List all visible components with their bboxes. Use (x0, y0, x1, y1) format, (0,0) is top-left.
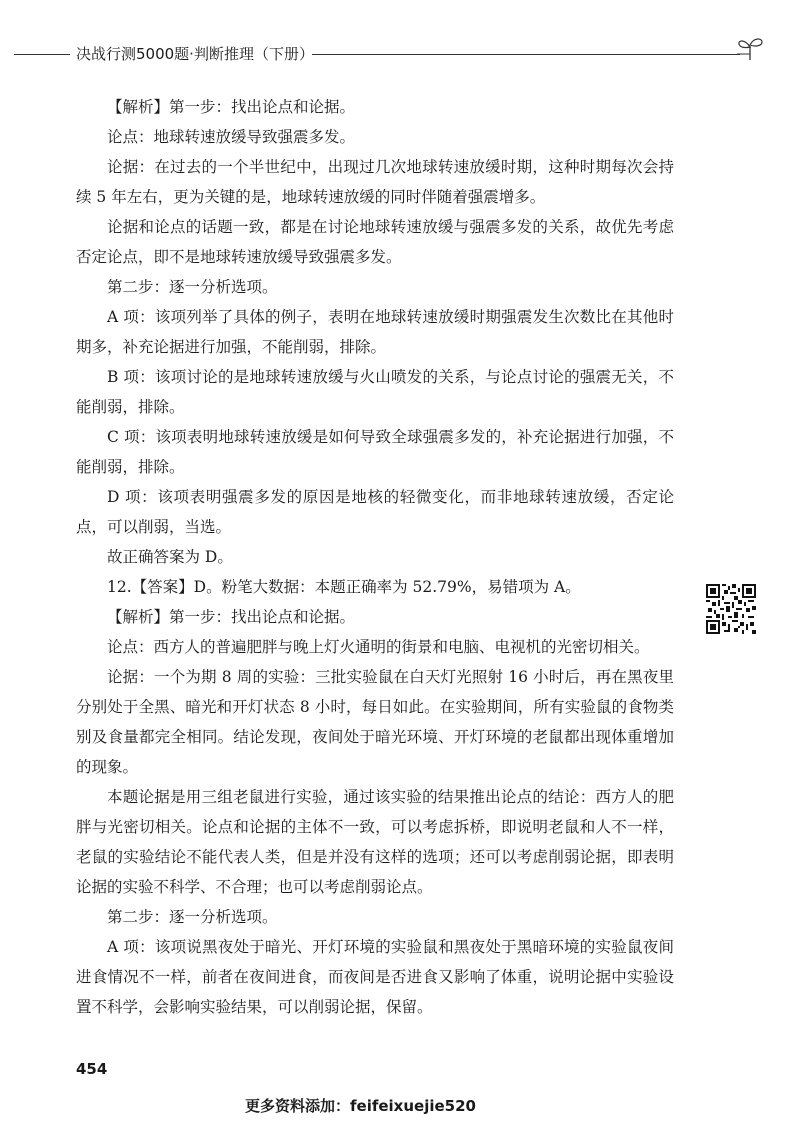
paragraph: 论点：地球转速放缓导致强震多发。 (107, 128, 356, 146)
page-body (76, 92, 674, 1022)
paragraph: 论据：在过去的一个半世纪中，出现过几次地球转速放缓时期，这种时期每次会持续 5 年左右，更为关键的是，地球转速放缓的同时伴随着强震增多。 (76, 158, 674, 206)
paragraph: 12.【答案】D。粉笔大数据：本题正确率为 52.79%，易错项为 A。 (107, 578, 581, 596)
paragraph: 故正确答案为 D。 (107, 548, 233, 566)
paragraph: C 项：该项表明地球转速放缓是如何导致全球强震多发的，补充论据进行加强，不能削弱，排除。 (76, 428, 674, 476)
running-header (0, 40, 800, 70)
book-title: 决战行测5000题·判断推理（下册） (76, 45, 314, 63)
paragraph: B 项：该项讨论的是地球转速放缓与火山喷发的关系，与论点讨论的强震无关，不能削弱，排除。 (76, 368, 674, 416)
paragraph: 论据：一个为期 8 周的实验：三批实验鼠在白天灯光照射 16 小时后，再在黑夜里分别处于全黑、暗光和开灯状态 8 小时，每日如此。在实验期间，所有实验鼠的食物类别及食量都完全相同。结论发现，夜间处于暗光环境、开灯环境的老鼠都出现体重增加的现象。 (76, 668, 674, 776)
paragraph: 第二步：逐一分析选项。 (107, 278, 278, 296)
qr-code (706, 584, 756, 634)
paragraph: 【解析】第一步：找出论点和论据。 (107, 98, 356, 116)
paragraph: 论点：西方人的普遍肥胖与晚上灯火通明的街景和电脑、电视机的光密切相关。 (107, 638, 650, 656)
paragraph: 【解析】第一步：找出论点和论据。 (107, 608, 356, 626)
paragraph: D 项：该项表明强震多发的原因是地核的轻微变化，而非地球转速放缓，否定论点，可以削弱，当选。 (76, 488, 674, 536)
paragraph: 第二步：逐一分析选项。 (107, 908, 278, 926)
paragraph: A 项：该项说黑夜处于暗光、开灯环境的实验鼠和黑夜处于黑暗环境的实验鼠夜间进食情况不一样，前者在夜间进食，而夜间是否进食又影响了体重，说明论据中实验设置不科学，会影响实验结果，可以削弱论据，保留。 (76, 938, 674, 1016)
page-number: 454 (76, 1060, 108, 1078)
footer-contact: 更多资料添加：feifeixuejie520 (245, 1097, 476, 1115)
paragraph: A 项：该项列举了具体的例子，表明在地球转速放缓时期强震发生次数比在其他时期多，补充论据进行加强，不能削弱，排除。 (76, 308, 674, 356)
header-rule-left (14, 54, 70, 55)
header-rule-right (312, 54, 740, 55)
paragraph: 本题论据是用三组老鼠进行实验，通过该实验的结果推出论点的结论：西方人的肥胖与光密切相关。论点和论据的主体不一致，可以考虑拆桥，即说明老鼠和人不一样，老鼠的实验结论不能代表人类，但是并没有这样的选项；还可以考虑削弱论据，即表明论据的实验不科学、不合理；也可以考虑削弱论点。 (76, 788, 674, 896)
sprout-icon (735, 34, 765, 64)
paragraph: 论据和论点的话题一致，都是在讨论地球转速放缓与强震多发的关系，故优先考虑否定论点，即不是地球转速放缓导致强震多发。 (76, 218, 674, 266)
